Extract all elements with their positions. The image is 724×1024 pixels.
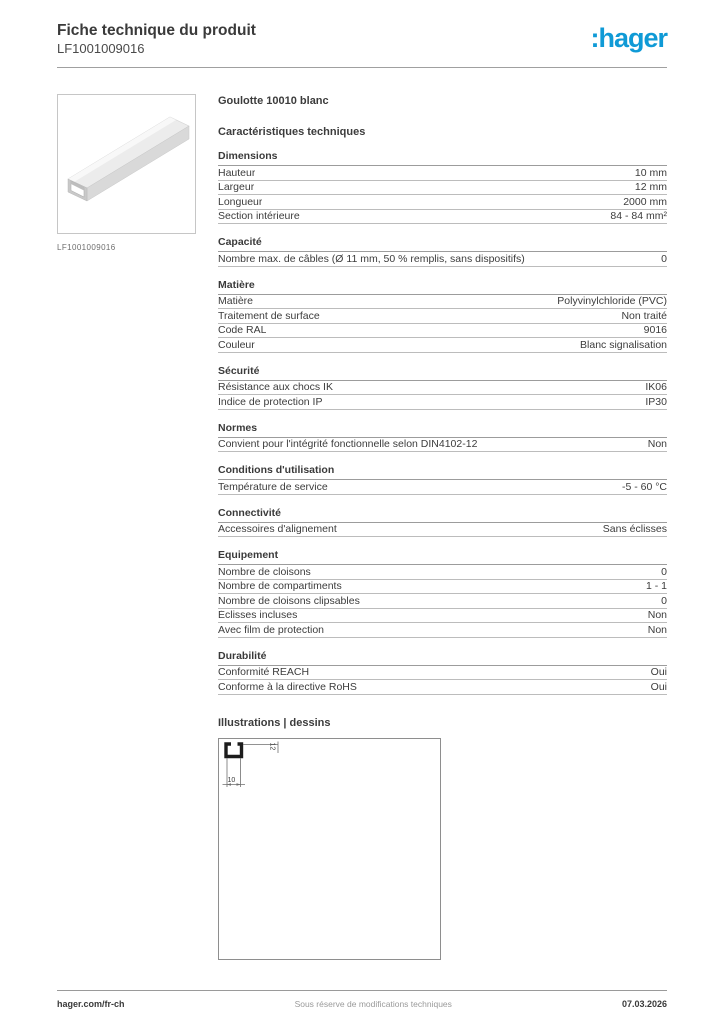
product-image <box>57 94 196 234</box>
spec-label: Couleur <box>218 339 255 351</box>
cross-section-drawing <box>222 741 306 799</box>
spec-section-title: Capacité <box>218 236 667 252</box>
spec-label: Code RAL <box>218 325 267 336</box>
page-footer <box>57 990 667 1009</box>
spec-section <box>218 365 667 410</box>
spec-section <box>218 650 667 695</box>
spec-row <box>218 623 667 638</box>
spec-column <box>218 94 667 960</box>
spec-label: Traitement de surface <box>218 310 320 322</box>
spec-section-title: Sécurité <box>218 365 667 381</box>
spec-label: Accessoires d'alignement <box>218 524 337 535</box>
spec-value: Non <box>647 609 667 621</box>
product-image-caption: LF1001009016 <box>57 243 116 252</box>
spec-label: Conforme à la directive RoHS <box>218 681 357 693</box>
trunking-3d-illustration <box>58 95 195 233</box>
spec-row <box>218 324 667 339</box>
spec-section <box>218 279 667 353</box>
spec-value: 0 <box>661 565 667 578</box>
footer-disclaimer: Sous réserve de modifications techniques <box>294 999 452 1009</box>
spec-section <box>218 422 667 453</box>
spec-section-title: Durabilité <box>218 650 667 666</box>
spec-row <box>218 181 667 196</box>
spec-row <box>218 252 667 267</box>
spec-value: 1 - 1 <box>645 580 667 592</box>
spec-row <box>218 295 667 310</box>
spec-row <box>218 381 667 396</box>
spec-section <box>218 464 667 495</box>
spec-row <box>218 338 667 353</box>
drawing-height-label: 10 <box>227 776 236 784</box>
spec-row <box>218 438 667 453</box>
hager-logo: :hager <box>590 23 667 53</box>
spec-row <box>218 309 667 324</box>
spec-row <box>218 523 667 538</box>
spec-section <box>218 549 667 638</box>
spec-section <box>218 150 667 224</box>
spec-label: Nombre de compartiments <box>218 581 342 592</box>
spec-sections <box>218 150 667 695</box>
header-titles <box>57 21 256 57</box>
spec-row <box>218 609 667 624</box>
spec-section-title: Connectivité <box>218 507 667 523</box>
spec-row <box>218 680 667 695</box>
spec-value: 0 <box>661 594 667 607</box>
spec-row <box>218 395 667 410</box>
spec-row <box>218 195 667 210</box>
spec-label: Largeur <box>218 182 255 193</box>
characteristics-title: Caractéristiques techniques <box>218 126 366 138</box>
spec-label: Section intérieure <box>218 211 300 222</box>
spec-row <box>218 580 667 595</box>
page-header <box>57 21 667 68</box>
spec-row <box>218 166 667 181</box>
spec-value: 10 mm <box>634 166 667 179</box>
spec-row <box>218 666 667 681</box>
spec-label: Nombre de cloisons clipsables <box>218 595 360 607</box>
product-code: LF1001009016 <box>57 41 145 56</box>
spec-row <box>218 210 667 225</box>
spec-value: Blanc signalisation <box>580 338 667 351</box>
spec-value: 84 - 84 mm² <box>610 210 667 222</box>
spec-label: Indice de protection IP <box>218 396 323 408</box>
spec-section <box>218 507 667 538</box>
spec-label: Convient pour l'intégrité fonctionnelle selon DIN4102-12 <box>218 439 478 450</box>
main-content <box>57 94 667 960</box>
spec-value: 2000 mm <box>623 195 667 208</box>
spec-value: Non <box>647 623 667 636</box>
spec-label: Nombre de cloisons <box>218 566 311 578</box>
spec-label: Matière <box>218 296 254 307</box>
illustrations-title: Illustrations | dessins <box>218 716 331 729</box>
illustrations-block <box>218 717 667 960</box>
spec-section-title: Normes <box>218 422 667 438</box>
spec-label: Conformité REACH <box>218 667 310 678</box>
spec-value: Polyvinylchloride (PVC) <box>557 295 667 307</box>
spec-section-title: Equipement <box>218 549 667 565</box>
technical-drawing <box>218 738 441 960</box>
spec-section-title: Conditions d'utilisation <box>218 464 667 480</box>
footer-date: 07.03.2026 <box>621 999 667 1009</box>
spec-row <box>218 594 667 609</box>
footer-website: hager.com/fr-ch <box>57 999 125 1009</box>
spec-value: Non <box>647 438 667 450</box>
spec-row <box>218 565 667 580</box>
spec-section <box>218 236 667 267</box>
spec-label: Avec film de protection <box>218 624 325 636</box>
spec-value: IK06 <box>645 381 667 393</box>
spec-label: Éclisses incluses <box>218 610 298 621</box>
spec-section-title: Dimensions <box>218 150 667 166</box>
spec-value: Non traité <box>621 309 667 322</box>
spec-label: Résistance aux chocs IK <box>218 382 333 393</box>
spec-label: Hauteur <box>218 167 256 179</box>
spec-row <box>218 480 667 495</box>
spec-label: Température de service <box>218 481 328 493</box>
spec-value: 12 mm <box>634 181 667 193</box>
spec-value: 9016 <box>643 324 667 336</box>
spec-label: Nombre max. de câbles (Ø 11 mm, 50 % remplis, sans dispositifs) <box>218 253 525 265</box>
page-title: Fiche technique du produit <box>57 22 256 39</box>
spec-value: Oui <box>650 680 667 693</box>
drawing-width-label: 12 <box>268 742 276 750</box>
spec-value: 0 <box>661 252 667 265</box>
spec-value: Sans éclisses <box>602 523 667 535</box>
spec-section-title: Matière <box>218 279 667 295</box>
spec-value: Oui <box>650 666 667 678</box>
spec-label: Longueur <box>218 196 263 208</box>
spec-value: IP30 <box>645 395 667 408</box>
product-name: Goulotte 10010 blanc <box>218 95 329 107</box>
product-image-column <box>57 94 196 960</box>
spec-value: -5 - 60 °C <box>621 480 667 493</box>
